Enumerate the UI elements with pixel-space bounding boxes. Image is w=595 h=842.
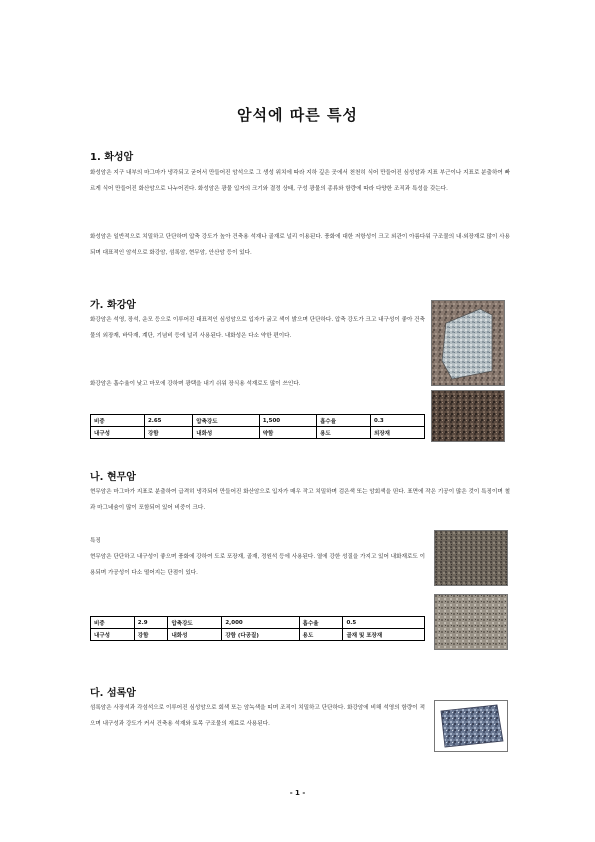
basalt-closeup-photo xyxy=(434,594,508,650)
diorite-photo xyxy=(434,700,508,752)
table-cell: 내화성 xyxy=(193,427,259,439)
table-cell: 비중 xyxy=(91,617,135,629)
table-cell: 용도 xyxy=(299,629,343,641)
paragraph: 화성암은 일반적으로 치밀하고 단단하며 압축 강도가 높아 건축용 석재나 골재로 널리 이용된다. 풍화에 대한 저항성이 크고 외관이 아름다워 구조물의 내·외장재로 많이 사용되며 대표적인 암석으로 화강암, 섬록암, 현무암, 안산암 등이 있다. xyxy=(90,234,510,256)
table-cell: 강함 xyxy=(144,427,192,439)
table-row xyxy=(91,427,425,439)
granite-closeup-photo xyxy=(431,390,505,442)
table-cell: 골재 및 포장재 xyxy=(343,629,425,641)
table-row xyxy=(91,629,425,641)
paragraph: 화강암은 석영, 장석, 운모 등으로 이루어진 대표적인 심성암으로 입자가 굵고 색이 밝으며 단단하다. 압축 강도가 크고 내구성이 좋아 건축물의 외장재, 바닥재, 계단, 기념비 등에 널리 사용된다. 내화성은 다소 약한 편이다. xyxy=(90,317,425,339)
table-cell: 0.3 xyxy=(371,415,425,427)
table-cell: 비중 xyxy=(91,415,145,427)
paragraph: 현무암은 단단하고 내구성이 좋으며 풍화에 강하여 도로 포장재, 골재, 정원석 등에 사용된다. 열에 강한 성질을 가지고 있어 내화재로도 이용되며 가공성이 다소 떨어지는 단점이 있다. xyxy=(90,554,425,576)
paragraph: 현무암은 마그마가 지표로 분출하여 급격히 냉각되어 만들어진 화산암으로 입자가 매우 작고 치밀하며 검은색 또는 암회색을 띤다. 표면에 작은 기공이 많은 것이 특징이며 철과 마그네슘이 많이 포함되어 있어 비중이 크다. xyxy=(90,489,510,511)
table-cell: 내구성 xyxy=(91,427,145,439)
table-cell: 흡수율 xyxy=(317,415,371,427)
section-heading-basalt: 나. 현무암 xyxy=(90,472,136,483)
page-number: - 1 - xyxy=(289,789,306,797)
basalt-photo xyxy=(434,530,508,586)
table-cell: 용도 xyxy=(317,427,371,439)
table-cell: 흡수율 xyxy=(299,617,343,629)
section-heading-diorite: 다. 섬록암 xyxy=(90,688,136,699)
table-cell: 강함 xyxy=(134,629,168,641)
table-cell: 2,000 xyxy=(222,617,299,629)
document-title: 암석에 따른 특성 xyxy=(237,106,358,124)
paragraph: 화성암은 지구 내부의 마그마가 냉각되고 굳어서 만들어진 암석으로 그 생성 위치에 따라 지하 깊은 곳에서 천천히 식어 만들어진 심성암과 지표 부근이나 지표로 분출하여 빠르게 식어 만들어진 화산암으로 나누어진다. 화성암은 광물 입자의 크기와 결정 상태, 구성 광물의 종류와 함량에 따라 다양한 조직과 특성을 갖는다. xyxy=(90,170,510,192)
table-cell: 0.5 xyxy=(343,617,425,629)
table-row xyxy=(91,415,425,427)
section-heading-igneous: 1. 화성암 xyxy=(90,152,134,163)
basalt-spec-table xyxy=(90,616,425,641)
table-cell: 내구성 xyxy=(91,629,135,641)
table-cell: 내화성 xyxy=(168,629,222,641)
paragraph: 섬록암은 사장석과 각섬석으로 이루어진 심성암으로 회색 또는 암녹색을 띠며 조직이 치밀하고 단단하다. 화강암에 비해 석영의 함량이 적으며 내구성과 강도가 커서 건축용 석재와 토목 구조물의 재료로 사용된다. xyxy=(90,705,425,727)
table-cell: 약함 xyxy=(259,427,316,439)
table-cell: 1,500 xyxy=(259,415,316,427)
granite-spec-table xyxy=(90,414,425,439)
granite-photo xyxy=(431,300,505,386)
table-cell: 2.9 xyxy=(134,617,168,629)
table-cell: 압축강도 xyxy=(168,617,222,629)
table-cell: 2.65 xyxy=(144,415,192,427)
table-cell: 강함 (다공질) xyxy=(222,629,299,641)
paragraph: 화강암은 흡수율이 낮고 마모에 강하며 광택을 내기 쉬워 장식용 석재로도 많이 쓰인다. xyxy=(90,381,301,387)
paragraph: 특징 xyxy=(90,538,101,544)
section-heading-granite: 가. 화강암 xyxy=(90,300,136,311)
table-cell: 압축강도 xyxy=(193,415,259,427)
table-row xyxy=(91,617,425,629)
table-cell: 외장재 xyxy=(371,427,425,439)
